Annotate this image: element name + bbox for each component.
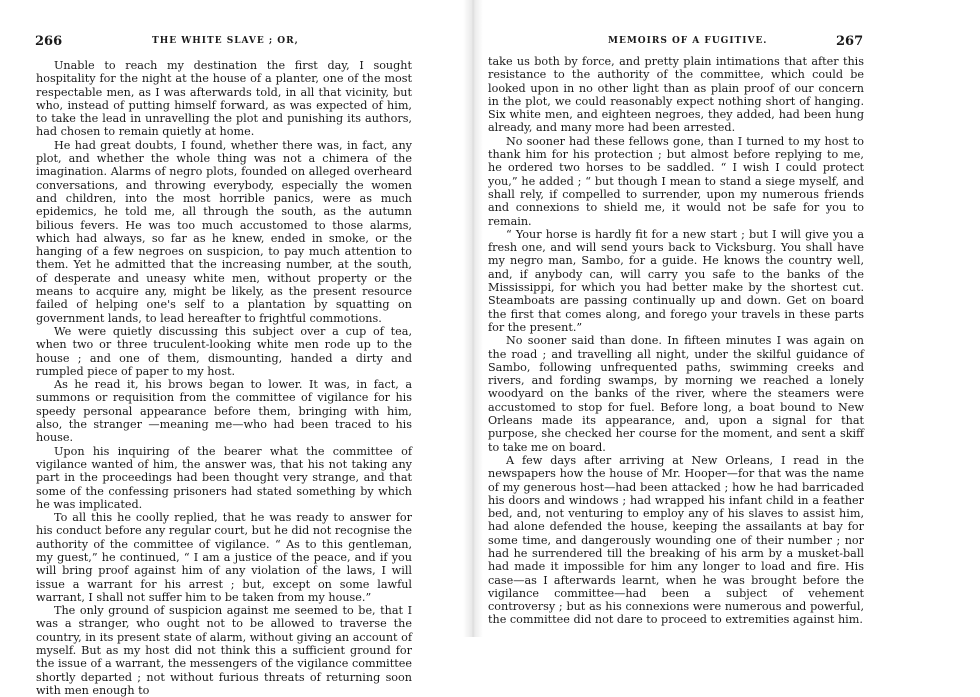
left-page-number: 266 [35, 34, 63, 49]
right-page-number: 267 [836, 34, 864, 49]
paragraph: “ Your horse is hardly fit for a new start ; but I will give you a fresh one, and will send yours back to Vicksburg. You shall have my negro man, Sambo, for a guide. He knows the country well, and, if anybody can, will carry you safe to the banks of the Mississippi, for which you had better make by the shortest cut. Steamboats are passing continually up and down. Get on board the first that comes along, and forego your travels in these parts for the present.” [488, 227, 864, 334]
paragraph: No sooner had these fellows gone, than I turned to my host to thank him for his protection ; but almost before replying to me, he ordered two horses to be saddled. “ I wish I could protect you,” he added ; “ but though I mean to stand a siege myself, and shall rely, if compelled to surrender, upon my numerous friends and connexions to shield me, it would not be safe for you to remain. [488, 134, 864, 228]
paragraph: Upon his inquiring of the bearer what the committee of vigilance wanted of him, the answer was, that his not taking any part in the proceedings had been thought very strange, and that some of the confessing prisoners had stated something by which he was implicated. [36, 444, 412, 511]
paragraph: We were quietly discussing this subject over a cup of tea, when two or three truculent-looking white men rode up to the house ; and one of them, dismounting, handed a dirty and rumpled piece of paper to my host. [36, 324, 412, 378]
right-page [478, 0, 980, 637]
paragraph: No sooner said than done. In fifteen minutes I was again on the road ; and travelling all night, under the skilful guidance of Sambo, following unfrequented paths, swimming creeks and rivers, and fording swamps, by morning we reached a lonely woodyard on the banks of the river, where the steamers were accustomed to stop for fuel. Before long, a boat bound to New Orleans made its appearance, and, upon a signal for that purpose, she checked her course for the moment, and sent a skiff to take me on board. [488, 334, 864, 454]
right-running-title: MEMOIRS OF A FUGITIVE. [608, 36, 768, 46]
paragraph-continuation: take us both by force, and pretty plain intimations that after this resistance to the authority of the committee, which could be looked upon in no other light than as plain proof of our concern in the plot, we could reasonably expect nothing short of hanging. Six white men, and eighteen negroes, they added, had been hung already, and many more had been arrested. [488, 55, 864, 135]
paragraph: Unable to reach my destination the first day, I sought hospitality for the night at the house of a planter, one of the most respectable men, as I was afterwards told, in all that vicinity, but who, instead of putting himself forward, as was expected of him, to take the lead in unravelling the plot and punishing its authors, had chosen to remain quietly at home. [36, 59, 412, 139]
paragraph: To all this he coolly replied, that he was ready to answer for his conduct before any regular court, but he did not recognise the authority of the committee of vigilance. “ As to this gentleman, my guest,” he continued, “ I am a justice of the peace, and if you will bring proof against him of any violation of the laws, I will issue a warrant for his arrest ; but, except on some lawful warrant, I shall not suffer him to be taken from my house.” [36, 511, 412, 604]
left-page [0, 0, 470, 697]
paragraph: A few days after arriving at New Orleans, I read in the newspapers how the house of Mr. Hooper—for that was the name of my generous host—had been attacked ; how he had barricaded his doors and windows ; had wrapped his infant child in a feather bed, and, not venturing to employ any of his slaves to assist him, had alone defended the house, keeping the assailants at bay for some time, and dangerously wounding one of their number ; nor had he surrendered till the breaking of his arm by a musket-ball had made it impossible for him any longer to load and fire. His case—as I afterwards learnt, when he was brought before the vigilance committee—had been a subject of vehement controversy ; but as his connexions were numerous and powerful, the committee did not dare to proceed to extremities against him. [488, 453, 864, 627]
paragraph: The only ground of suspicion against me seemed to be, that I was a stranger, who ought not to be allowed to traverse the country, in its present state of alarm, without giving an account of myself. But as my host did not think this a sufficient ground for the issue of a warrant, the messengers of the vigilance committee shortly departed ; not without furious threats of returning soon with men enough to [36, 604, 412, 697]
right-page-body [488, 55, 864, 627]
paragraph: As he read it, his brows began to lower. It was, in fact, a summons or requisition from the committee of vigilance for his speedy personal appearance before them, bringing with him, also, the stranger —meaning me—who had been traced to his house. [36, 378, 412, 445]
left-running-title: THE WHITE SLAVE ; OR, [152, 36, 299, 46]
right-page-header [478, 34, 980, 50]
left-page-header [0, 34, 470, 50]
left-page-body [36, 59, 412, 697]
paragraph: He had great doubts, I found, whether there was, in fact, any plot, and whether the whole thing was not a chimera of the imagination. Alarms of negro plots, founded on alleged overheard conversations, and throwing everybody, especially the women and children, into the most horrible panics, were as much epidemics, he told me, all through the south, as the autumn bilious fevers. He was too much accustomed to those alarms, which had always, so far as he knew, ended in smoke, or the hanging of a few negroes on suspicion, to pay much attention to them. Yet he admitted that the increasing number, at the south, of desperate and uneasy white men, without property or the means to acquire any, might be likely, as the present resource failed of helping one's self to a plantation by squatting on government lands, to lead hereafter to frightful commotions. [36, 138, 412, 325]
